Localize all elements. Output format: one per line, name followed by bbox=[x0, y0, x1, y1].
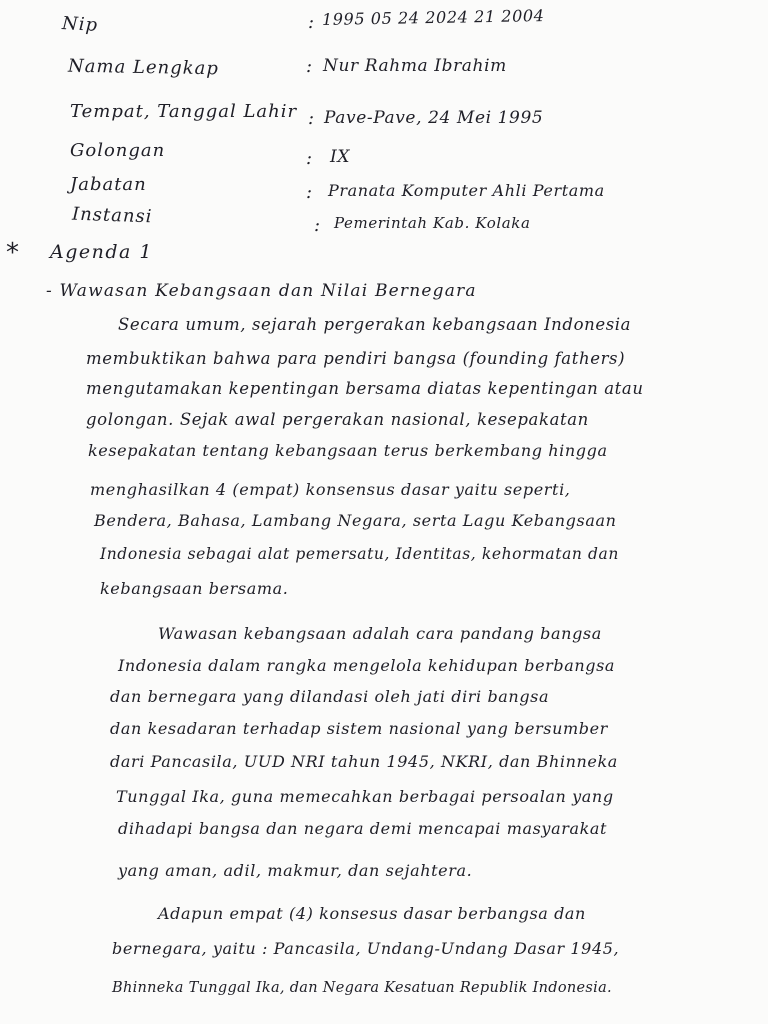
field-value-nip: 1995 05 24 2024 21 2004 bbox=[321, 6, 545, 29]
bullet-asterisk: * bbox=[6, 238, 20, 268]
field-label-nama-lengkap: Nama Lengkap bbox=[67, 55, 220, 80]
field-colon: : bbox=[306, 56, 313, 77]
body-line: dan bernegara yang dilandasi oleh jati diri bangsa bbox=[110, 687, 550, 706]
body-line: menghasilkan 4 (empat) konsensus dasar yaitu seperti, bbox=[90, 480, 571, 499]
body-line: dari Pancasila, UUD NRI tahun 1945, NKRI, dan Bhinneka bbox=[110, 752, 618, 771]
field-label-instansi: Instansi bbox=[71, 203, 153, 228]
body-line: Wawasan kebangsaan adalah cara pandang bangsa bbox=[158, 624, 602, 643]
body-line: mengutamakan kepentingan bersama diatas kepentingan atau bbox=[86, 379, 644, 398]
body-line: Adapun empat (4) konsesus dasar berbangsa dan bbox=[158, 904, 586, 923]
body-line: Bendera, Bahasa, Lambang Negara, serta Lagu Kebangsaan bbox=[94, 511, 617, 530]
body-line: yang aman, adil, makmur, dan sejahtera. bbox=[118, 861, 473, 880]
body-line: bernegara, yaitu : Pancasila, Undang-Undang Dasar 1945, bbox=[112, 939, 620, 958]
body-line: dan kesadaran terhadap sistem nasional yang bersumber bbox=[110, 719, 608, 738]
body-line: kesepakatan tentang kebangsaan terus berkembang hingga bbox=[88, 441, 608, 460]
field-label-golongan: Golongan bbox=[70, 140, 166, 161]
field-colon: : bbox=[314, 215, 321, 236]
field-label-tempat-tanggal-lahir: Tempat, Tanggal Lahir bbox=[70, 101, 298, 122]
body-line: Secara umum, sejarah pergerakan kebangsaan Indonesia bbox=[118, 315, 632, 334]
field-colon: : bbox=[308, 12, 315, 33]
body-line: golongan. Sejak awal pergerakan nasional, kesepakatan bbox=[86, 410, 589, 429]
body-line: Tunggal Ika, guna memecahkan berbagai persoalan yang bbox=[116, 787, 614, 806]
field-colon: : bbox=[308, 108, 315, 129]
field-value-golongan: IX bbox=[330, 147, 351, 167]
section-heading: - Wawasan Kebangsaan dan Nilai Bernegara bbox=[46, 281, 477, 301]
body-line: kebangsaan bersama. bbox=[100, 579, 289, 598]
field-value-tempat-tanggal-lahir: Pave-Pave, 24 Mei 1995 bbox=[324, 108, 544, 128]
field-value-nama-lengkap: Nur Rahma Ibrahim bbox=[323, 56, 507, 76]
body-line: Bhinneka Tunggal Ika, dan Negara Kesatuan Republik Indonesia. bbox=[112, 980, 612, 996]
field-colon: : bbox=[306, 182, 313, 203]
field-value-instansi: Pemerintah Kab. Kolaka bbox=[334, 214, 531, 232]
field-label-nip: Nip bbox=[61, 13, 99, 36]
body-line: Indonesia dalam rangka mengelola kehidupan berbangsa bbox=[118, 656, 616, 675]
body-line: Indonesia sebagai alat pemersatu, Identitas, kehormatan dan bbox=[100, 545, 619, 563]
field-colon: : bbox=[306, 148, 313, 169]
field-value-jabatan: Pranata Komputer Ahli Pertama bbox=[328, 181, 605, 200]
body-line: membuktikan bahwa para pendiri bangsa (founding fathers) bbox=[86, 349, 626, 368]
body-line: dihadapi bangsa dan negara demi mencapai masyarakat bbox=[118, 819, 608, 838]
agenda-title: Agenda 1 bbox=[50, 241, 153, 263]
field-label-jabatan: Jabatan bbox=[70, 174, 147, 195]
